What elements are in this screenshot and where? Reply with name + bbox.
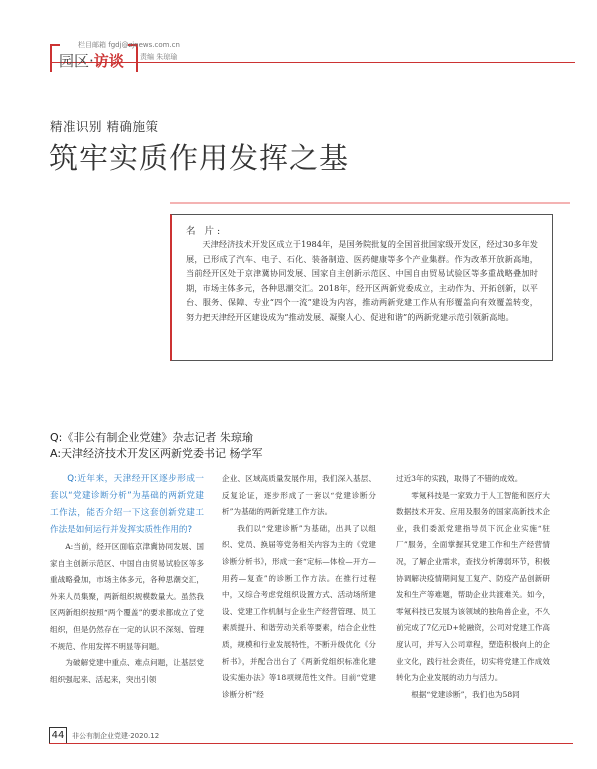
column-label: 栏目邮箱 (78, 41, 106, 49)
column-header (50, 40, 575, 70)
column-3 (396, 471, 550, 703)
section-sep: · (89, 52, 94, 70)
question-1: Q:近年来，天津经开区逐步形成一套以“党建诊断分析”为基础的两新党建工作法，能否介绍一下这套创新党建工作法是如何运行并发挥实质性作用的? (50, 474, 204, 535)
section-title (59, 50, 124, 71)
article-title: 筑牢实质作用发挥之基 (49, 141, 350, 175)
article-subtitle: 精准识别 精确施策 (50, 119, 159, 134)
column-email (78, 40, 180, 50)
section-accent: 访谈 (93, 52, 124, 70)
body-paragraph: 零氪科技是一家致力于人工智能和医疗大数据技术开发、应用及服务的国家高新技术企业，我们委派党建指导员下沉企业实施“驻厂”服务，全面掌握其党建工作和生产经营情况，了解企业需求，查找分析薄弱环节，积极协调解决疫情期间复工复产、防疫产品创新研发和生产等难题，帮助企业共渡难关。如今，零氪科技已发展为该领域的独角兽企业，不久前完成了7亿元D+轮融资，公司对党建工作高度认可，并写入公司章程，塑造积极向上的企业文化，践行社会责任，切实将党建工作成效转化为企业发展的动力与活力。 (396, 490, 550, 683)
body-paragraph: 为破解党建中重点、难点问题，让基层党组织强起来、活起来，突出引领 (50, 658, 204, 684)
page-number: 44 (49, 727, 67, 744)
body-paragraph: 我们以“党建诊断”为基础，出具了以组织、党员、换届等党务相关内容为主的《党建诊断分析书》，形成一套“定标—体检—开方—用药—复查”的诊断工作方法。在推行过程中，又综合考虑党组织设置方式、活动场所建设、党建工作机制与企业生产经营管理、员工素质提升、和谐劳动关系等要素，结合企业性质，规模和行业发展特性，不断升级优化《分析书》，并配合出台了《两新党组织标准化建设实施办法》等18项规范性文件。目前“党建诊断分析”经 (222, 523, 376, 699)
column-2 (222, 471, 376, 703)
interviewer-line: Q:《非公有制企业党建》杂志记者 朱琼瑜 (50, 431, 253, 444)
body-paragraph: 根据“党建诊断”，我们也为58同 (411, 689, 520, 699)
column-1 (50, 471, 204, 688)
bio-box (170, 214, 553, 361)
bio-label: 名 片: (186, 226, 224, 237)
editor-credit: 责编 朱琼瑜 (140, 53, 178, 61)
interviewee-line: A:天津经济技术开发区两新党委书记 杨学军 (50, 447, 263, 460)
footer-rule (49, 743, 573, 744)
publication-footer: 非公有制企业党建·2020.12 (72, 732, 160, 740)
answer-paragraph: A:当前，经开区面临京津冀协同发展、国家自主创新示范区、中国自由贸易试验区等多重战略叠加，市场主体多元，各种思潮交汇，外来人员集聚，两新组织规模数量大。虽然我区两新组织按照“两个覆盖”的要求都成立了党组织，但是仍然存在一定的认识不深刻、管理不规范、作用发挥不明显等问题。 (50, 542, 204, 651)
body-paragraph: 过近3年的实践，取得了不错的成效。 (396, 474, 523, 483)
section-main: 园区 (59, 52, 90, 70)
email-address[interactable]: fgdj@zjnews.com.cn (108, 41, 180, 49)
body-paragraph: 企业、区域高质量发展作用，我们深入基层、反复论证，逐步形成了一套以“党建诊断分析”为基础的两新党建工作方法。 (222, 474, 376, 517)
bio-text: 天津经济技术开发区成立于1984年，是国务院批复的全国首批国家级开发区，经过30多年发展，已形成了汽车、电子、石化、装备制造、医药健康等多个产业集群。作为改革开放新高地，当前经开区处于京津冀协同发展、国家自主创新示范区、中国自由贸易试验区等多重战略叠加时期，市场主体多元，各种思潮交汇。2018年，经开区两新党委成立，主动作为、开拓创新，以平台、服务、保障、专业“四个一流”建设为内容，推动两新党建工作从有形覆盖向有效覆盖转变，努力把天津经开区建设成为“推动发展、凝聚人心、促进和谐”的两新党建示范引领新高地。 (186, 239, 538, 322)
